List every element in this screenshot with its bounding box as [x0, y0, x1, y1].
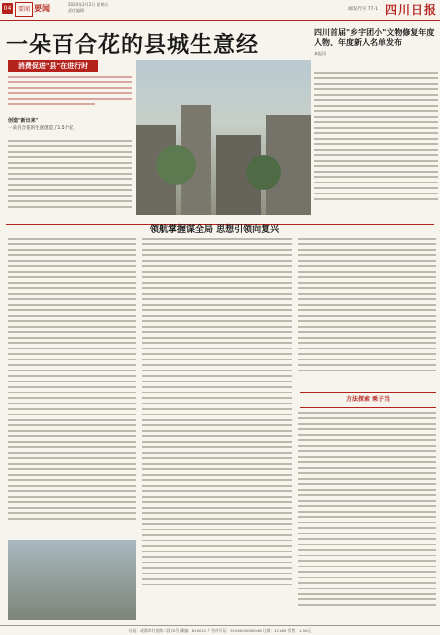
intro-text	[8, 76, 132, 109]
sidebar-article	[314, 28, 438, 57]
photo-street-scene	[136, 60, 311, 215]
editor-line: 责任编辑	[68, 8, 84, 13]
edition-label: 邮发代号 77-1	[348, 7, 378, 12]
photo-lower-left	[8, 540, 136, 620]
left-subheading: 创造"新出来"	[8, 118, 39, 124]
column-label: 消费促进"县"在进行时	[8, 60, 98, 72]
lower-middle-column	[142, 238, 292, 589]
page-header	[0, 0, 440, 21]
left-sub-block	[8, 118, 132, 132]
page-footer: 社址：成都市红星路二段70号 邮编：610012 广告许可证：5100004000046 订阅：11185 零售：1.50元	[0, 625, 440, 635]
lower-right-column-top	[298, 238, 436, 375]
date-line: 2024年2月2日 星期五	[68, 2, 109, 7]
lower-left-column	[8, 238, 136, 523]
section-title: 要闻	[34, 4, 50, 13]
box-section-title: 方法探索 乘子当	[300, 392, 436, 408]
left-body-text	[8, 140, 132, 211]
middle-headline: 领航掌握谋全局 思想引领向复兴	[150, 225, 280, 235]
sidebar-body-text	[314, 72, 438, 204]
main-headline: 一朵百合花的县城生意经	[6, 32, 260, 58]
lower-right-column-bottom	[298, 412, 436, 609]
sidebar-heading: 四川首届"乡宇团小"文物修复年度人物、年度新人名单发布	[314, 28, 435, 47]
left-subheading-2: 一朵百合花的生意创造了1.5个亿	[8, 126, 74, 131]
section-box: 要闻	[15, 2, 33, 17]
page-number: 04	[3, 5, 12, 12]
sidebar-byline: 本报讯	[314, 51, 326, 56]
header-meta	[68, 2, 109, 14]
masthead-logo: 四川日报	[384, 3, 437, 17]
